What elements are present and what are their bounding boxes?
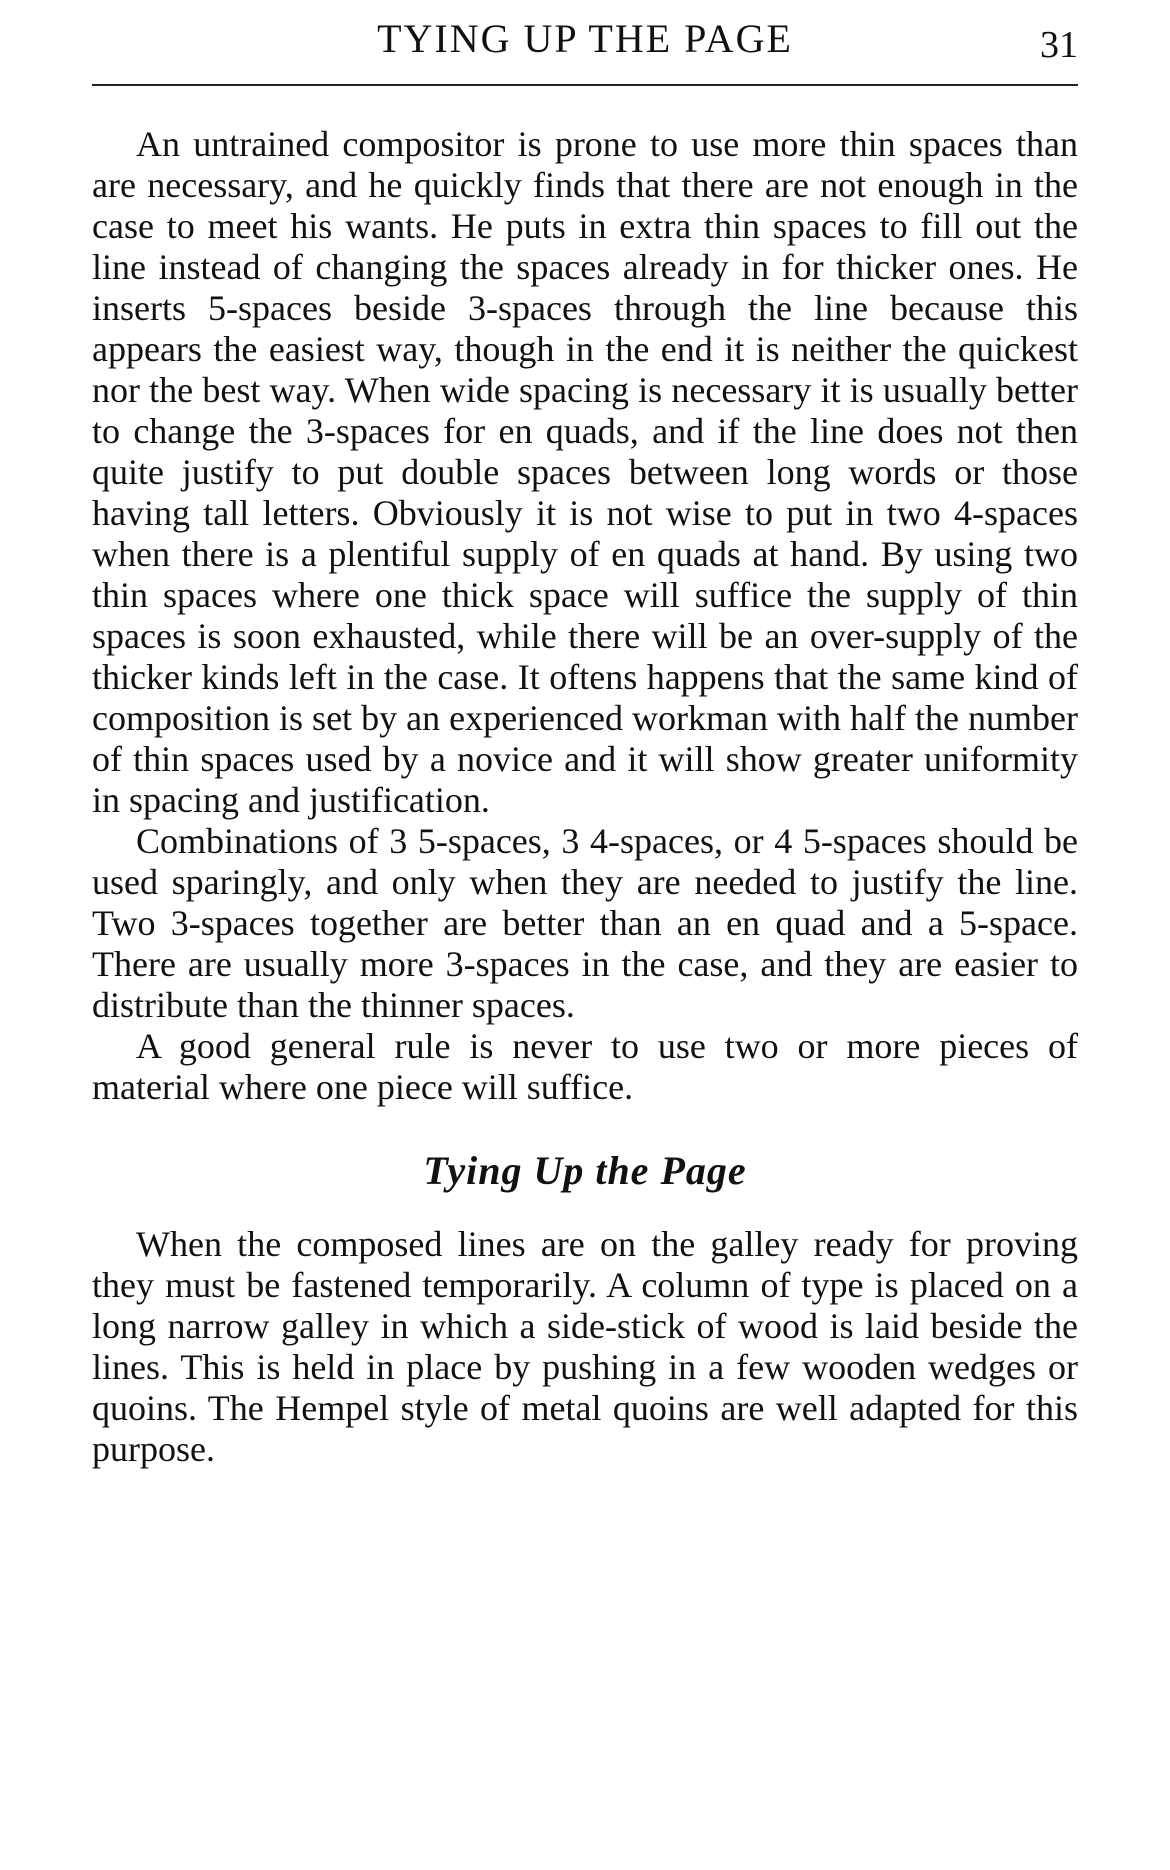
- paragraph-thin-spaces: An untrained compositor is prone to use more thin spaces than are necessary, and he quickly finds that there are not enough in the case to meet his wants. He puts in extra thin spaces to fill out the line instead of changing the spaces already in for thicker ones. He inserts 5-spaces beside 3-spaces through the line because this appears the easiest way, though in the end it is neither the quickest nor the best way. When wide spacing is necessary it is usually better to change the 3-spaces for en quads, and if the line does not then quite justify to put double spaces between long words or those having tall letters. Obviously it is not wise to put in two 4-spaces when there is a plentiful supply of en quads at hand. By using two thin spaces where one thick space will suffice the supply of thin spaces is soon exhausted, while there will be an over-supply of the thicker kinds left in the case. It oftens happens that the same kind of composition is set by an experienced workman with half the number of thin spaces used by a novice and it will show greater uniformity in spacing and justification.: [92, 124, 1078, 820]
- page-number: 31: [1040, 24, 1078, 66]
- running-title: TYING UP THE PAGE: [377, 16, 793, 61]
- running-head: [92, 14, 1078, 64]
- header-rule: [92, 84, 1078, 86]
- paragraph-general-rule: A good general rule is never to use two or more pieces of material where one piece will suffice.: [92, 1026, 1078, 1107]
- section-heading: Tying Up the Page: [423, 1148, 747, 1193]
- body-text: [92, 124, 1078, 1470]
- paragraph-galley: When the composed lines are on the galley ready for proving they must be fastened temporarily. A column of type is placed on a long narrow galley in which a side-stick of wood is laid beside the lines. This is held in place by pushing in a few wooden wedges or quoins. The Hempel style of metal quoins are well adapted for this purpose.: [92, 1224, 1078, 1469]
- paragraph-combinations: Combinations of 3 5-spaces, 3 4-spaces, or 4 5-spaces should be used sparingly, and only when they are needed to justify the line. Two 3-spaces together are better than an en quad and a 5-space. There are usually more 3-spaces in the case, and they are easier to distribute than the thinner spaces.: [92, 821, 1078, 1025]
